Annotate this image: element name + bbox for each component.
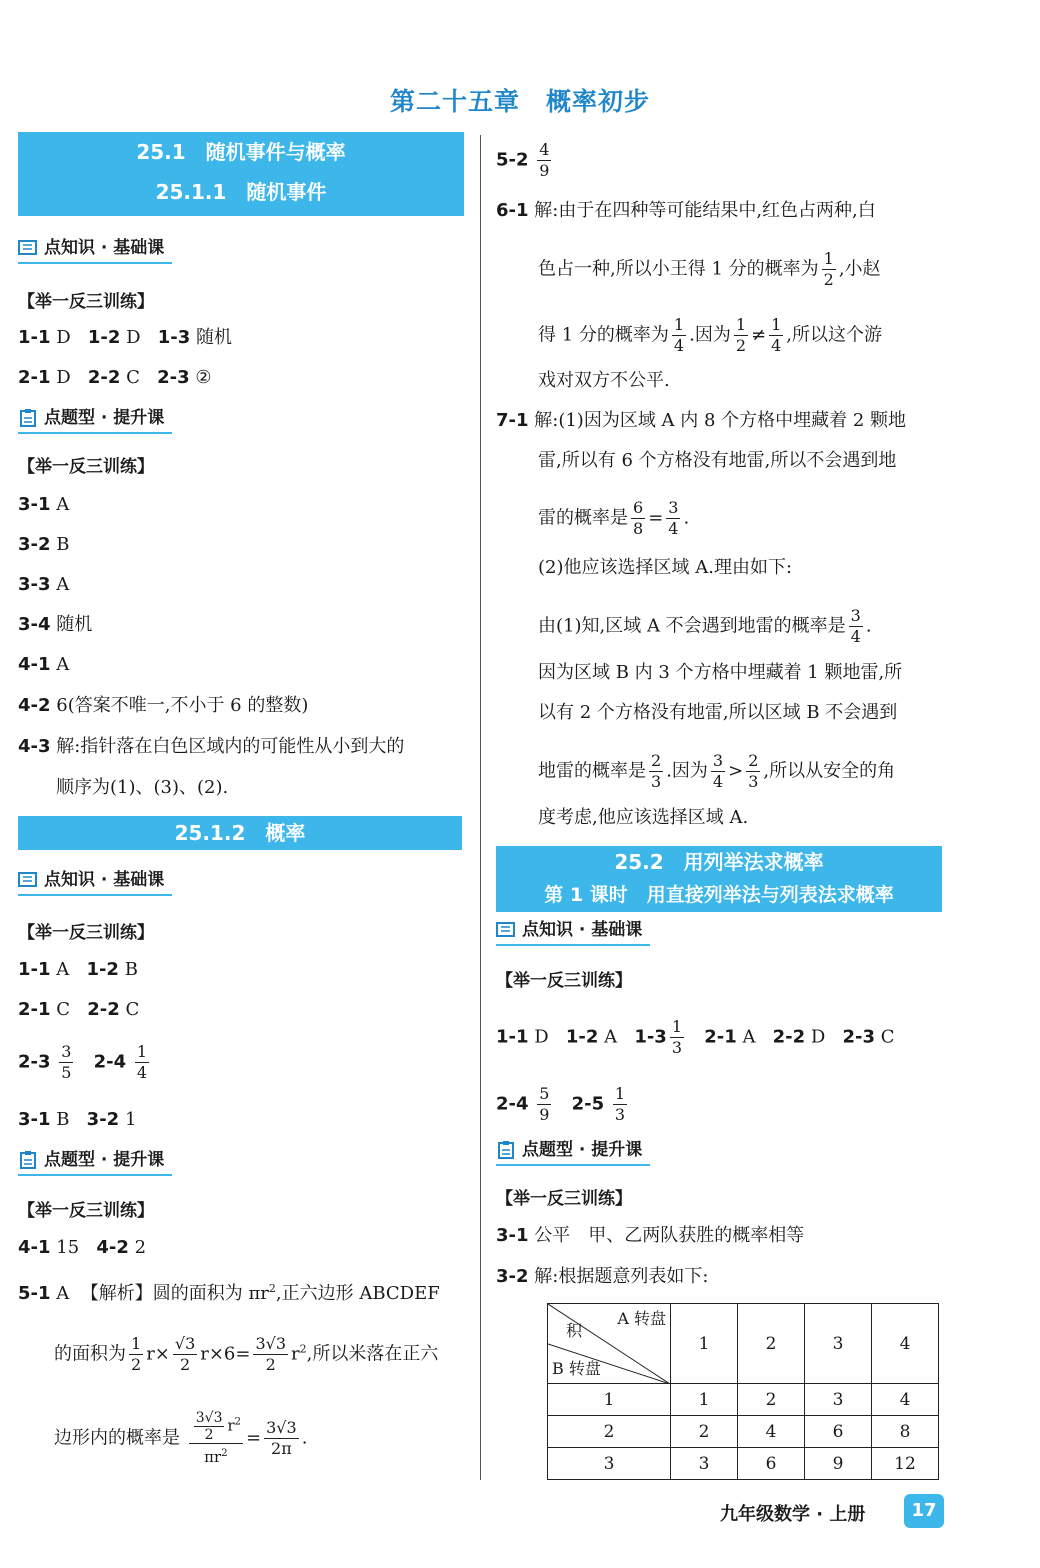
answer-row: 4-3 解:指针落在白色区域内的可能性从小到大的: [18, 736, 405, 757]
answer-continuation: 雷的概率是 $\frac{6}{8}$ = $\frac{3}{4}$ .: [538, 498, 690, 538]
answer-row: 5-2 $\frac{4}{9}$: [496, 140, 550, 180]
answer-row: 1-1 A 1-2 B: [18, 959, 138, 980]
answer-continuation: 因为区域 B 内 3 个方格中埋藏着 1 颗地雷,所: [538, 662, 903, 683]
table-header: 1: [671, 1304, 738, 1384]
footer-title: 九年级数学 · 上册: [720, 1504, 866, 1525]
answer-continuation: (2)他应该选择区域 A.理由如下:: [538, 557, 793, 578]
answer-continuation: 以有 2 个方格没有地雷,所以区域 B 不会遇到: [538, 702, 898, 723]
answer-continuation: 雷,所以有 6 个方格没有地雷,所以不会遇到地: [538, 450, 897, 471]
answer-continuation: 的面积为 $\frac{1}{2}$ r× $\frac{√3}{2}$ r×6= $\frac{3√3}{2}$ $r^2$,所以米落在正六: [54, 1334, 439, 1374]
answer-row: 3-1 A: [18, 494, 70, 515]
table-header: 2: [738, 1304, 805, 1384]
answer-continuation: 顺序为(1)、(3)、(2).: [56, 777, 229, 798]
drill-heading: 【举一反三训练】: [18, 457, 154, 477]
answer-row: 3-2 解:根据题意列表如下:: [496, 1266, 709, 1287]
answer-row: 1-1 D 1-2 A 1-3 $\frac{1}{3}$ 2-1 A 2-2 D 2-3 C: [496, 1017, 895, 1057]
drill-heading: 【举一反三训练】: [18, 1201, 154, 1221]
answer-row: 7-1 解:(1)因为区域 A 内 8 个方格中埋藏着 2 颗地: [496, 410, 907, 431]
table-row: 2 2 4 6 8: [548, 1416, 939, 1448]
drill-heading: 【举一反三训练】: [496, 1189, 632, 1209]
tag-label: 点题型 · 提升课: [44, 408, 165, 428]
table-corner-cell: A 转盘 积 B 转盘: [548, 1304, 671, 1384]
answer-row: 3-4 随机: [18, 614, 93, 635]
drill-heading: 【举一反三训练】: [496, 971, 632, 991]
fraction: $\frac{1}{4}$: [136, 1042, 148, 1082]
answer-row: 4-1 A: [18, 654, 70, 675]
fraction: $\frac{3}{5}$: [61, 1042, 72, 1082]
answer-row: 3-1 公平 甲、乙两队获胜的概率相等: [496, 1225, 805, 1246]
lesson-title: 第 1 课时 用直接列举法与列表法求概率: [544, 884, 894, 906]
clipboard-icon: [18, 409, 38, 427]
section-banner-25-1-2: [18, 816, 462, 850]
answer-row: 4-2 6(答案不唯一,不小于 6 的整数): [18, 695, 309, 716]
book-icon: [18, 871, 38, 889]
subsection-title: 25.1.1 随机事件: [155, 180, 327, 204]
tag-label: 点题型 · 提升课: [522, 1140, 643, 1160]
answer-row: 3-3 A: [18, 574, 70, 595]
drill-heading: 【举一反三训练】: [18, 923, 154, 943]
answer-row: 2-4 $\frac{5}{9}$ 2-5 $\frac{1}{3}$: [496, 1084, 626, 1124]
answer-row: 2-1 C 2-2 C: [18, 999, 140, 1020]
tag-label: 点知识 · 基础课: [44, 870, 165, 890]
tag-label: 点知识 · 基础课: [44, 238, 165, 258]
section-title: 25.2 用列举法求概率: [614, 850, 824, 874]
section-title: 25.1 随机事件与概率: [136, 140, 346, 164]
section-banner-25-1: [18, 132, 464, 216]
drill-heading: 【举一反三训练】: [18, 292, 154, 312]
book-icon: [18, 239, 38, 257]
book-icon: [496, 921, 516, 939]
answer-row: 2-1 D 2-2 C 2-3 ②: [18, 367, 212, 388]
tag-knowledge: [496, 916, 650, 946]
table-row: 3 3 6 9 12: [548, 1448, 939, 1480]
answer-row: 2-3 $\frac{3}{5}$ 2-4 $\frac{1}{4}$: [18, 1042, 148, 1082]
answer-continuation: 地雷的概率是 $\frac{2}{3}$ .因为 $\frac{3}{4}$ > $\frac{2}{3}$ ,所以从安全的角: [538, 751, 896, 791]
chapter-title: 第二十五章 概率初步: [389, 87, 650, 116]
column-divider: [480, 135, 481, 1480]
clipboard-icon: [18, 1151, 38, 1169]
tag-label: 点知识 · 基础课: [522, 920, 643, 940]
section-banner-25-2: [496, 846, 942, 912]
answer-continuation: 边形内的概率是 $\frac{3√3}{2}$ $r^2$ $\pi r^2$ = $\frac{3√3}{2\pi}$ .: [54, 1410, 308, 1466]
table-header: 4: [872, 1304, 939, 1384]
answer-row: 1-1 D 1-2 D 1-3 随机: [18, 327, 233, 348]
subsection-title: 25.1.2 概率: [174, 821, 306, 845]
product-table: [547, 1303, 939, 1480]
clipboard-icon: [496, 1141, 516, 1159]
tag-type: [496, 1136, 650, 1166]
answer-row: 3-2 B: [18, 534, 70, 555]
answer-row: 6-1 解:由于在四种等可能结果中,红色占两种,白: [496, 200, 876, 221]
answer-continuation: 色占一种,所以小王得 1 分的概率为 $\frac{1}{2}$ ,小赵: [538, 249, 881, 289]
tag-type: [18, 1146, 172, 1176]
answer-continuation: 由(1)知,区域 A 不会遇到地雷的概率是 $\frac{3}{4}$ .: [538, 606, 872, 646]
answer-continuation: 戏对双方不公平.: [538, 370, 670, 391]
table-row: 1 1 2 3 4: [548, 1384, 939, 1416]
compound-fraction: $\frac{3√3}{2}$ $r^2$ $\pi r^2$: [189, 1410, 243, 1467]
page-number: 17: [904, 1494, 944, 1528]
table-header: 3: [805, 1304, 872, 1384]
answer-continuation: 度考虑,他应该选择区域 A.: [538, 807, 749, 828]
answer-row: 5-1 A 【解析】圆的面积为 $\pi r^2$,正六边形 ABCDEF: [18, 1282, 440, 1304]
answer-row: 4-1 15 4-2 2: [18, 1237, 147, 1258]
answer-row: 3-1 B 3-2 1: [18, 1109, 137, 1130]
tag-label: 点题型 · 提升课: [44, 1150, 165, 1170]
tag-knowledge: [18, 866, 172, 896]
tag-knowledge: [18, 234, 172, 264]
tag-type: [18, 404, 172, 434]
answer-continuation: 得 1 分的概率为 $\frac{1}{4}$ .因为 $\frac{1}{2}$ ≠ $\frac{1}{4}$ ,所以这个游: [538, 315, 883, 355]
